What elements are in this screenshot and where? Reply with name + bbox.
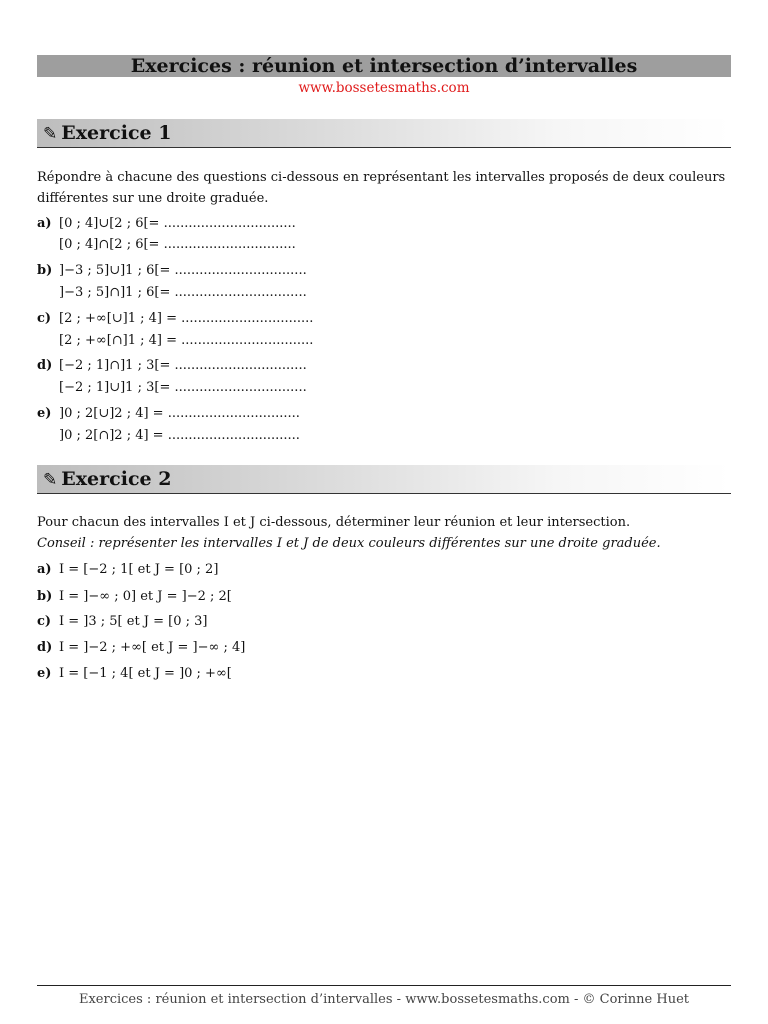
ex1-item-c-label: c) [37, 311, 52, 326]
ex1-item-c-line2: [2 ; +∞[∩]1 ; 4] = ................................ [59, 333, 314, 348]
exercise-1-instruction-line2: différentes sur une droite graduée. [37, 191, 269, 206]
ex1-item-a-line1: [0 ; 4]∪[2 ; 6[= ................................ [59, 216, 296, 231]
ex1-item-b-line1: ]−3 ; 5]∪]1 ; 6[= ................................ [59, 263, 307, 278]
ex1-item-e-line1: ]0 ; 2[∪]2 ; 4] = ................................ [59, 406, 300, 421]
ex1-item-a-label: a) [37, 216, 52, 231]
exercise-2-instruction: Pour chacun des intervalles I et J ci-dessous, déterminer leur réunion et leur intersection. [37, 515, 631, 530]
ex2-item-a-label: a) [37, 562, 52, 577]
ex1-item-a-line2: [0 ; 4]∩[2 ; 6[= ................................ [59, 237, 296, 252]
ex1-item-c-line1: [2 ; +∞[∪]1 ; 4] = ................................ [59, 311, 314, 326]
exercise-1-title: Exercice 1 [61, 122, 172, 144]
page-footer: Exercices : réunion et intersection d’intervalles - www.bossetesmaths.com - © Corinne Huet [78, 992, 689, 1007]
ex1-item-d-line2: [−2 ; 1]∪]1 ; 3[= ................................ [59, 380, 307, 395]
ex2-item-d-text: I = ]−2 ; +∞[ et J = ]−∞ ; 4] [59, 640, 246, 655]
ex1-item-e-label: e) [37, 406, 52, 421]
ex2-item-c-text: I = ]3 ; 5[ et J = [0 ; 3] [59, 614, 208, 629]
ex2-item-e-label: e) [37, 666, 52, 681]
ex2-item-e-text: I = [−1 ; 4[ et J = ]0 ; +∞[ [59, 666, 232, 681]
exercise-2-advice: Conseil : représenter les intervalles I et J de deux couleurs différentes sur une droite graduée. [37, 536, 661, 551]
ex2-item-b-text: I = ]−∞ ; 0] et J = ]−2 ; 2[ [59, 589, 232, 604]
ex2-item-c-label: c) [37, 614, 52, 629]
ex1-item-b-line2: ]−3 ; 5]∩]1 ; 6[= ................................ [59, 285, 307, 300]
footer-divider [37, 985, 731, 986]
ex2-item-b-label: b) [37, 589, 53, 604]
exercise-2-header [37, 465, 731, 494]
exercise-2-title: Exercice 2 [61, 468, 172, 490]
ex2-item-a-text: I = [−2 ; 1[ et J = [0 ; 2] [59, 562, 219, 577]
page-title: Exercices : réunion et intersection d’intervalles [37, 55, 731, 77]
exercise-1-instruction-line1: Répondre à chacune des questions ci-dessous en représentant les intervalles proposés de deux couleurs [37, 170, 726, 185]
ex1-item-e-line2: ]0 ; 2[∩]2 ; 4] = ................................ [59, 428, 300, 443]
exercise-1-header [37, 119, 731, 148]
ex1-item-d-line1: [−2 ; 1]∩]1 ; 3[= ................................ [59, 358, 307, 373]
ex1-item-b-label: b) [37, 263, 53, 278]
ex2-item-d-label: d) [37, 640, 53, 655]
pencil-icon: ✎ [43, 470, 58, 490]
pencil-icon: ✎ [43, 124, 58, 144]
site-link[interactable]: www.bossetesmaths.com [298, 80, 470, 96]
ex1-item-d-label: d) [37, 358, 53, 373]
